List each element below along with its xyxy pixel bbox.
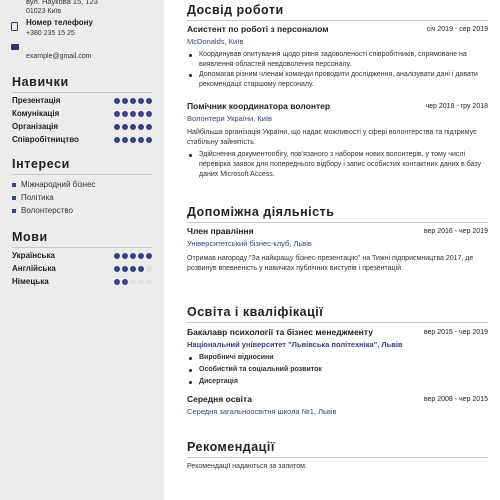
language-level-dots bbox=[114, 279, 152, 285]
job-dates: чер 2018 - гру 2018 bbox=[425, 103, 488, 110]
skill-row bbox=[12, 96, 152, 107]
address-line-1: вул. Наукова 15, 123 bbox=[26, 0, 98, 6]
language-name: Українська bbox=[12, 251, 55, 260]
skill-name: Комунікація bbox=[12, 109, 60, 118]
language-row bbox=[12, 277, 152, 288]
mail-icon bbox=[11, 44, 19, 50]
interest-label: Міжнародний бізнес bbox=[21, 180, 96, 189]
skill-level-dots bbox=[114, 137, 152, 143]
skills-heading: Навички bbox=[12, 75, 69, 89]
level-dot-filled bbox=[122, 111, 128, 117]
activity-organization: Університетський бізнес-клуб, Львів bbox=[187, 239, 312, 248]
level-dot-filled bbox=[114, 98, 120, 104]
job-description: Найбільша організація України, що надає можливості у сфері волонтерства та підтримує стабільну зайнятість. bbox=[187, 129, 477, 146]
level-dot-filled bbox=[130, 266, 136, 272]
education-degree: Середня освіта bbox=[187, 394, 252, 404]
level-dot-filled bbox=[114, 279, 120, 285]
phone-label: Номер телефону bbox=[26, 18, 93, 27]
phone-icon bbox=[11, 22, 18, 31]
skill-row bbox=[12, 109, 152, 120]
interests-heading: Інтереси bbox=[12, 157, 70, 171]
education-dates: вер 2015 - чер 2019 bbox=[423, 329, 488, 336]
level-dot-filled bbox=[130, 253, 136, 259]
skill-name: Співробітництво bbox=[12, 135, 79, 144]
language-row bbox=[12, 251, 152, 262]
skill-row bbox=[12, 135, 152, 146]
phone-number: +380 235 15 25 bbox=[26, 30, 75, 37]
email-address: example@gmail.com bbox=[26, 53, 92, 60]
level-dot-filled bbox=[122, 266, 128, 272]
level-dot-filled bbox=[122, 98, 128, 104]
level-dot-filled bbox=[130, 111, 136, 117]
language-name: Англійська bbox=[12, 264, 56, 273]
level-dot-empty bbox=[146, 266, 152, 272]
level-dot-filled bbox=[146, 111, 152, 117]
level-dot-filled bbox=[114, 253, 120, 259]
skill-level-dots bbox=[114, 124, 152, 130]
job-bullet: Допомагав різним членам команди проводити дослідження, аналізувати дані і давати рекомендації старшому персоналу. bbox=[187, 70, 489, 90]
level-dot-filled bbox=[114, 124, 120, 130]
references-heading: Рекомендації bbox=[187, 440, 275, 454]
level-dot-filled bbox=[122, 253, 128, 259]
experience-divider bbox=[187, 20, 488, 21]
languages-heading: Мови bbox=[12, 230, 48, 244]
education-dates: вер 2008 - чер 2015 bbox=[423, 396, 488, 403]
level-dot-filled bbox=[114, 266, 120, 272]
education-heading: Освіта і кваліфікації bbox=[187, 305, 324, 319]
experience-heading: Досвід роботи bbox=[187, 3, 284, 17]
language-level-dots bbox=[114, 266, 152, 272]
level-dot-filled bbox=[122, 124, 128, 130]
level-dot-filled bbox=[138, 137, 144, 143]
interest-label: Волонтерство bbox=[21, 206, 73, 215]
education-degree: Бакалавр психології та бізнес менеджменту bbox=[187, 327, 373, 337]
skill-level-dots bbox=[114, 111, 152, 117]
language-level-dots bbox=[114, 253, 152, 259]
interest-item bbox=[12, 180, 152, 191]
level-dot-filled bbox=[130, 137, 136, 143]
level-dot-filled bbox=[146, 137, 152, 143]
level-dot-filled bbox=[146, 98, 152, 104]
level-dot-filled bbox=[122, 137, 128, 143]
job-bullet: Здійснення документообігу, пов'язаного з набором нових волонтерів, у тому числі перевірка заявок для попереднього відбору і запис особистих контактних даних в базу даних Microsoft Access. bbox=[187, 150, 489, 180]
level-dot-filled bbox=[146, 124, 152, 130]
activities-heading: Допоміжна діяльність bbox=[187, 205, 335, 219]
job-bullet-list bbox=[187, 50, 489, 90]
interests-divider bbox=[12, 174, 152, 175]
interest-item bbox=[12, 206, 152, 217]
job-bullet-list bbox=[187, 150, 489, 180]
square-bullet-icon bbox=[12, 183, 16, 187]
level-dot-filled bbox=[138, 124, 144, 130]
level-dot-filled bbox=[146, 253, 152, 259]
job-organization: Волонтери України, Київ bbox=[187, 114, 273, 123]
education-divider bbox=[187, 322, 488, 323]
language-name: Німецька bbox=[12, 277, 49, 286]
sidebar bbox=[0, 0, 164, 500]
skill-level-dots bbox=[114, 98, 152, 104]
square-bullet-icon bbox=[12, 196, 16, 200]
skill-name: Організація bbox=[12, 122, 59, 131]
education-subject: Дисертація bbox=[187, 376, 489, 388]
level-dot-filled bbox=[114, 137, 120, 143]
language-row bbox=[12, 264, 152, 275]
level-dot-filled bbox=[138, 98, 144, 104]
skills-divider bbox=[12, 92, 152, 93]
level-dot-filled bbox=[114, 111, 120, 117]
interest-item bbox=[12, 193, 152, 204]
languages-divider bbox=[12, 247, 152, 248]
education-institution: Середня загальноосвітня школа №1, Львів bbox=[187, 407, 337, 416]
references-text: Рекомендації надаються за запитом. bbox=[187, 463, 307, 470]
level-dot-filled bbox=[138, 111, 144, 117]
activity-dates: вер 2016 - чер 2019 bbox=[423, 228, 488, 235]
level-dot-filled bbox=[122, 279, 128, 285]
skill-row bbox=[12, 122, 152, 133]
job-title: Помічник координатора волонтер bbox=[187, 101, 331, 111]
job-bullet: Координував опитування щодо рівня задоволеності співробітників, спрямоване на виявлення областей невдоволення персоналу. bbox=[187, 50, 489, 70]
square-bullet-icon bbox=[12, 209, 16, 213]
education-subject-list bbox=[187, 352, 489, 388]
education-subject: Особистий та соціальний розвиток bbox=[187, 364, 489, 376]
education-institution: Національний університет "Львівська політехніка", Львів bbox=[187, 340, 403, 349]
level-dot-empty bbox=[130, 279, 136, 285]
activities-divider bbox=[187, 222, 488, 223]
references-divider bbox=[187, 457, 488, 458]
level-dot-filled bbox=[130, 124, 136, 130]
activity-description: Отримав нагороду "За найкращу бізнес-презентацію" на Тижні підприємництва 2017, де розвинув впевненість у навичках публічних виступів і презентацій. bbox=[187, 255, 474, 272]
education-subject: Виробничі відносини bbox=[187, 352, 489, 364]
job-dates: січ 2019 - сер 2019 bbox=[426, 26, 488, 33]
activity-title: Член правління bbox=[187, 226, 254, 236]
job-organization: McDonalds, Київ bbox=[187, 37, 244, 46]
address-line-2: 01023 Київ bbox=[26, 8, 62, 15]
level-dot-filled bbox=[138, 253, 144, 259]
job-title: Асистент по роботі з персоналом bbox=[187, 24, 329, 34]
skill-name: Презентація bbox=[12, 96, 61, 105]
level-dot-filled bbox=[130, 98, 136, 104]
level-dot-empty bbox=[138, 279, 144, 285]
interest-label: Політика bbox=[21, 193, 54, 202]
level-dot-filled bbox=[138, 266, 144, 272]
level-dot-empty bbox=[146, 279, 152, 285]
